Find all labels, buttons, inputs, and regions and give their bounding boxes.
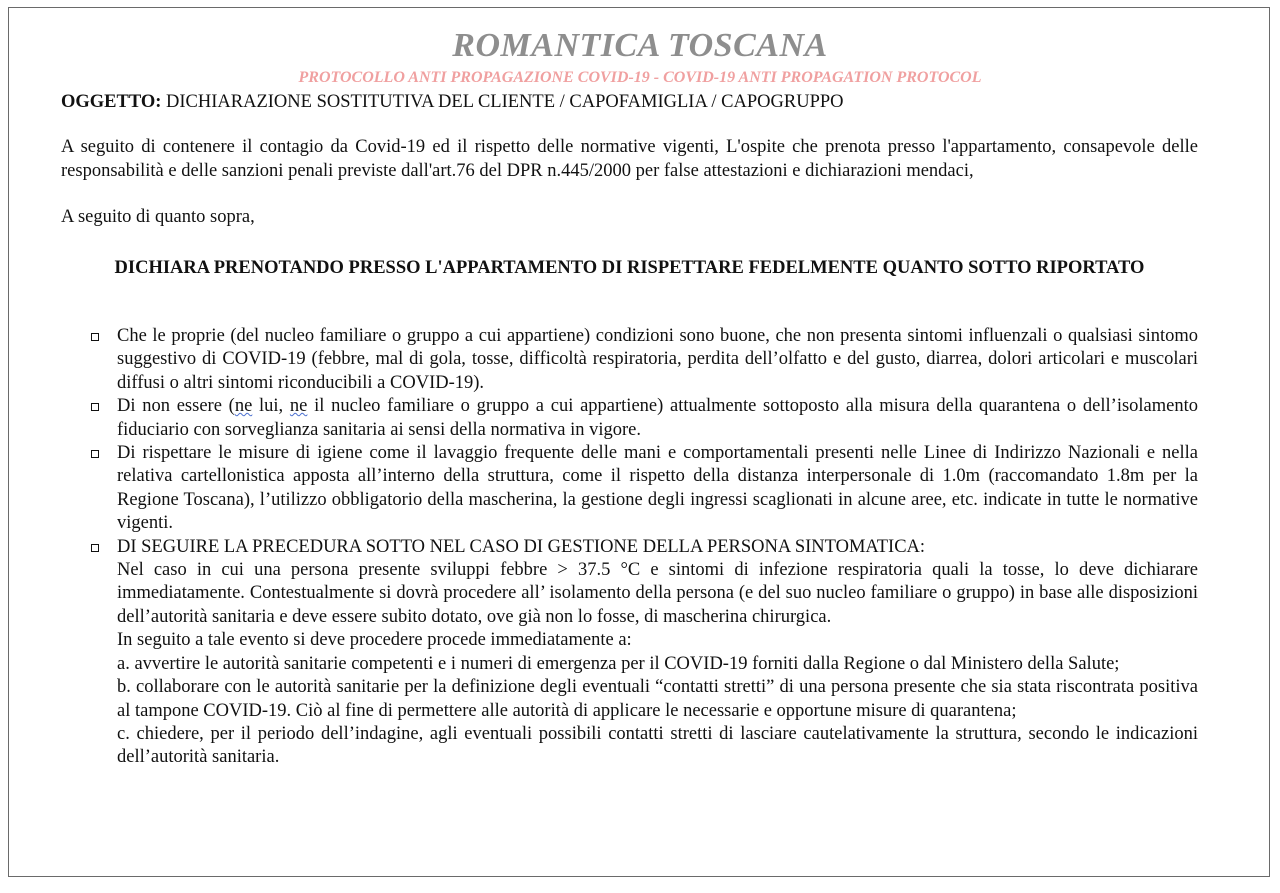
declaration-heading: DICHIARA PRENOTANDO PRESSO L'APPARTAMENTO DI RISPETTARE FEDELMENTE QUANTO SOTTO RIPORTATO: [114, 258, 1145, 278]
item-text: Che le proprie (del nucleo familiare o gruppo a cui appartiene) condizioni sono buone, che non presenta sintomi influenzali o qualsiasi sintomo suggestivo di COVID-19 (febbre, mal di gola, tosse, difficoltà respiratoria, perdita dell’olfatto e del gusto, diarrea, dolori articolari e muscolari diffusi o altri sintomi riconducibili a COVID-19).: [117, 326, 1198, 393]
item-text-a: Di non essere (: [117, 396, 235, 417]
document-title: ROMANTICA TOSCANA: [452, 27, 828, 64]
item-body: Nel caso in cui una persona presente sviluppi febbre > 37.5 °C e sintomi di infezione respiratoria quali la tosse, lo deve dichiarare immediatamente. Contestualmente si dovrà procedere all’ isolamento della persona (e del suo nucleo familiare o gruppo) in base alle disposizioni dell’autorità sanitaria e deve essere subito dotato, ove già non lo fosse, di mascherina chirurgica.: [117, 560, 1198, 627]
item-text: Di rispettare le misure di igiene come il lavaggio frequente delle mani e comportamentali presenti nelle Linee di Indirizzo Nazionali e nella relativa cartellonistica apposta all’interno della struttura, come il rispetto della distanza interpersonale di 1.0m (raccomandato 1.8m per la Regione Toscana), l’utilizzo obbligatorio della mascherina, la gestione degli ingressi scaglionati in alcune aree, etc. indicate in tutte le normative vigenti.: [117, 443, 1198, 534]
list-item: [61, 536, 1198, 770]
subject-label: OGGETTO:: [61, 92, 162, 112]
spellcheck-word: ne: [289, 396, 308, 417]
checkbox-bullet-icon: [91, 403, 99, 411]
declaration-list: [61, 325, 1198, 770]
item-text-b: lui,: [252, 396, 290, 417]
list-item: [61, 442, 1198, 536]
item-steps-intro: In seguito a tale evento si deve procedere procede immediatamente a:: [117, 630, 632, 651]
document-page: [8, 7, 1270, 877]
step-c: c. chiedere, per il periodo dell’indagine, agli eventuali possibili contatti stretti di lasciare cautelativamente la struttura, secondo le indicazioni dell’autorità sanitaria.: [117, 723, 1198, 768]
document-subtitle: PROTOCOLLO ANTI PROPAGAZIONE COVID-19 - COVID-19 ANTI PROPAGATION PROTOCOL: [298, 69, 982, 86]
checkbox-bullet-icon: [91, 544, 99, 552]
item-heading: DI SEGUIRE LA PRECEDURA SOTTO NEL CASO DI GESTIONE DELLA PERSONA SINTOMATICA:: [117, 536, 926, 557]
spellcheck-word: ne: [234, 396, 253, 417]
subject-line: [61, 91, 844, 113]
intro-paragraph: A seguito di contenere il contagio da Covid-19 ed il rispetto delle normative vigenti, L'ospite che prenota presso l'appartamento, consapevole delle responsabilità e delle sanzioni penali previste dall'art.76 del DPR n.445/2000 per false attestazioni e dichiarazioni mendaci,: [61, 137, 1198, 181]
list-item: [61, 325, 1198, 395]
intro-followup: A seguito di quanto sopra,: [61, 207, 255, 227]
checkbox-bullet-icon: [91, 450, 99, 458]
item-text-c: il nucleo familiare o gruppo a cui appartiene) attualmente sottoposto alla misura della quarantena o dell’isolamento fiduciario con sorveglianza sanitaria ai sensi della normativa in vigore.: [117, 396, 1198, 440]
step-a: a. avvertire le autorità sanitarie competenti e i numeri di emergenza per il COVID-19 forniti dalla Regione o dal Ministero della Salute;: [117, 653, 1120, 674]
list-item: [61, 395, 1198, 442]
checkbox-bullet-icon: [91, 333, 99, 341]
subject-text: DICHIARAZIONE SOSTITUTIVA DEL CLIENTE / CAPOFAMIGLIA / CAPOGRUPPO: [166, 92, 844, 112]
step-b: b. collaborare con le autorità sanitarie per la definizione degli eventuali “contatti stretti” di una persona presente che sia stata riscontrata positiva al tampone COVID-19. Ciò al fine di permettere alle autorità di applicare le necessarie e opportune misure di quarantena;: [117, 677, 1198, 721]
